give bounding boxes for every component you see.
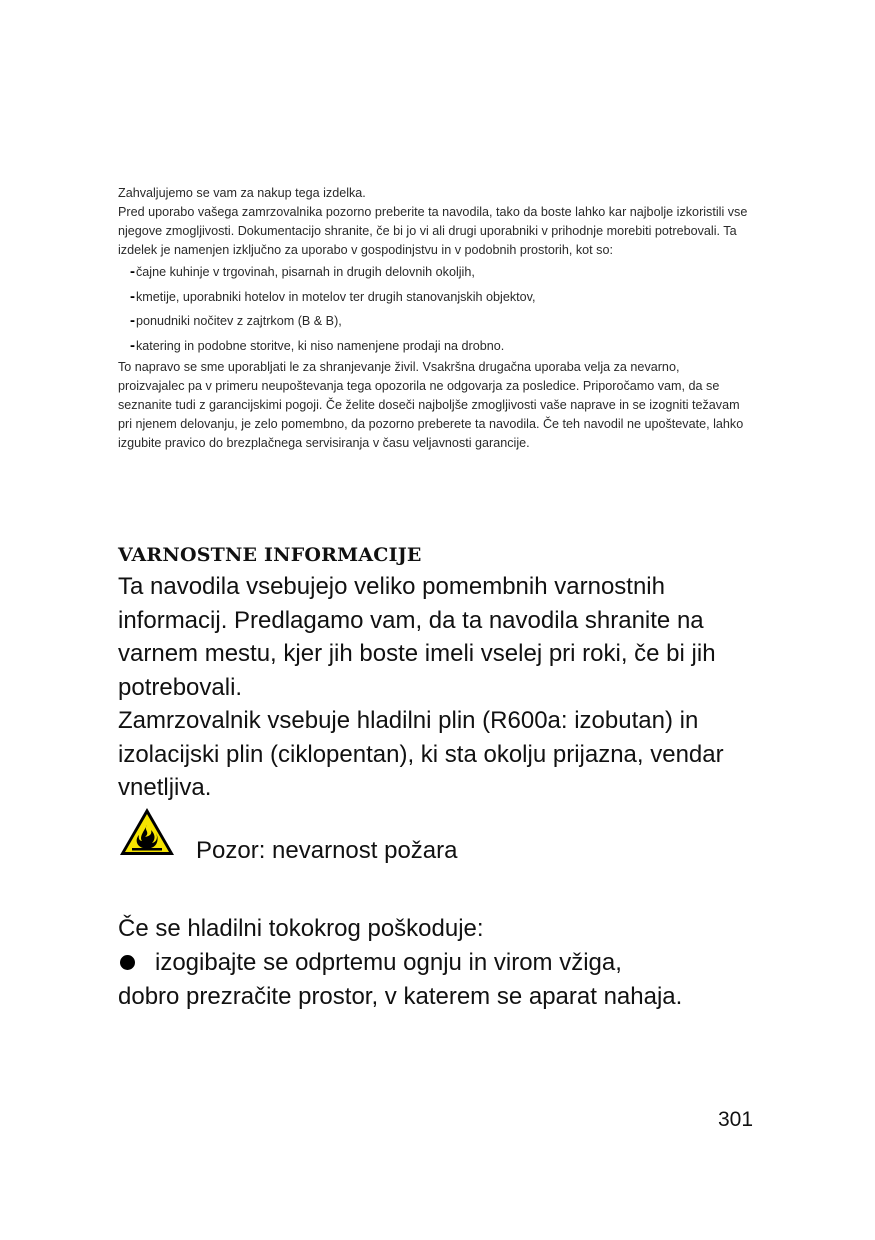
page-number: 301 <box>718 1108 754 1131</box>
list-item: -katering in podobne storitve, ki niso namenjene prodaji na drobno. <box>130 336 505 354</box>
fire-warning-text: Pozor: nevarnost požara <box>196 837 458 864</box>
list-item: -ponudniki nočitev z zajtrkom (B & B), <box>130 312 342 329</box>
damage-bullet: izogibajte se odprtemu ognju in virom vžiga, <box>118 946 778 980</box>
dash-bullet-icon: - <box>130 263 135 280</box>
bullet-icon <box>120 955 135 970</box>
list-item: -čajne kuhinje v trgovinah, pisarnah in drugih delovnih okoljih, <box>130 263 475 280</box>
usage-list <box>118 260 748 358</box>
dash-bullet-icon: - <box>130 336 135 354</box>
flammable-warning-icon <box>118 806 176 858</box>
gas-paragraph: Zamrzovalnik vsebuje hladilni plin (R600a: izobutan) in izolacijski plin (ciklopentan), ki sta okolju prijazna, vendar vnetljiva. <box>118 707 724 801</box>
section-title: VARNOSTNE INFORMACIJE <box>118 544 422 566</box>
damage-heading: Če se hladilni tokokrog poškoduje: <box>118 915 484 942</box>
damage-continuation: dobro prezračite prostor, v katerem se aparat nahaja. <box>118 983 683 1010</box>
intro-instructions: Pred uporabo vašega zamrzovalnika pozorno preberite ta navodila, tako da boste lahko kar najbolje izkoristili vse njegove zmogljivosti. Dokumentacijo shranite, če bi jo vi ali drugi uporabniki v prihodnje morebiti potrebovali. Ta izdelek je namenjen izključno za uporabo v gospodinjstvu in v podobnih prostorih, kot so: <box>118 205 748 257</box>
intro-usage-warning: To napravo se sme uporabljati le za shranjevanje živil. Vsakršna drugačna uporaba velja za nevarno, proizvajalec pa v primeru neupoštevanja tega opozorila ne odgovarja za posledice. Priporočamo vam, da se seznanite tudi z garancijskimi pogoji. Če želite doseči najboljše zmogljivosti vaše naprave in se izogniti težavam pri njenem delovanju, je zelo pomembno, da pozorno preberete ta navodila. Če teh navodil ne upoštevate, lahko izgubite pravico do brezplačnega servisiranja v času veljavnosti garancije. <box>118 360 744 450</box>
dash-bullet-icon: - <box>130 312 135 329</box>
dash-bullet-icon: - <box>130 287 135 305</box>
intro-section <box>118 184 748 453</box>
fire-warning <box>118 806 618 862</box>
intro-thanks: Zahvaljujemo se vam za nakup tega izdelka. <box>118 186 366 200</box>
safety-section <box>118 540 778 805</box>
safety-paragraph: Ta navodila vsebujejo veliko pomembnih varnostnih informacij. Predlagamo vam, da ta navodila shranite na varnem mestu, kjer jih boste imeli vselej pri roki, če bi jih potrebovali. <box>118 573 716 701</box>
list-item: -kmetije, uporabniki hotelov in motelov ter drugih stanovanjskih objektov, <box>130 287 536 305</box>
circuit-damage-section <box>118 912 778 1014</box>
